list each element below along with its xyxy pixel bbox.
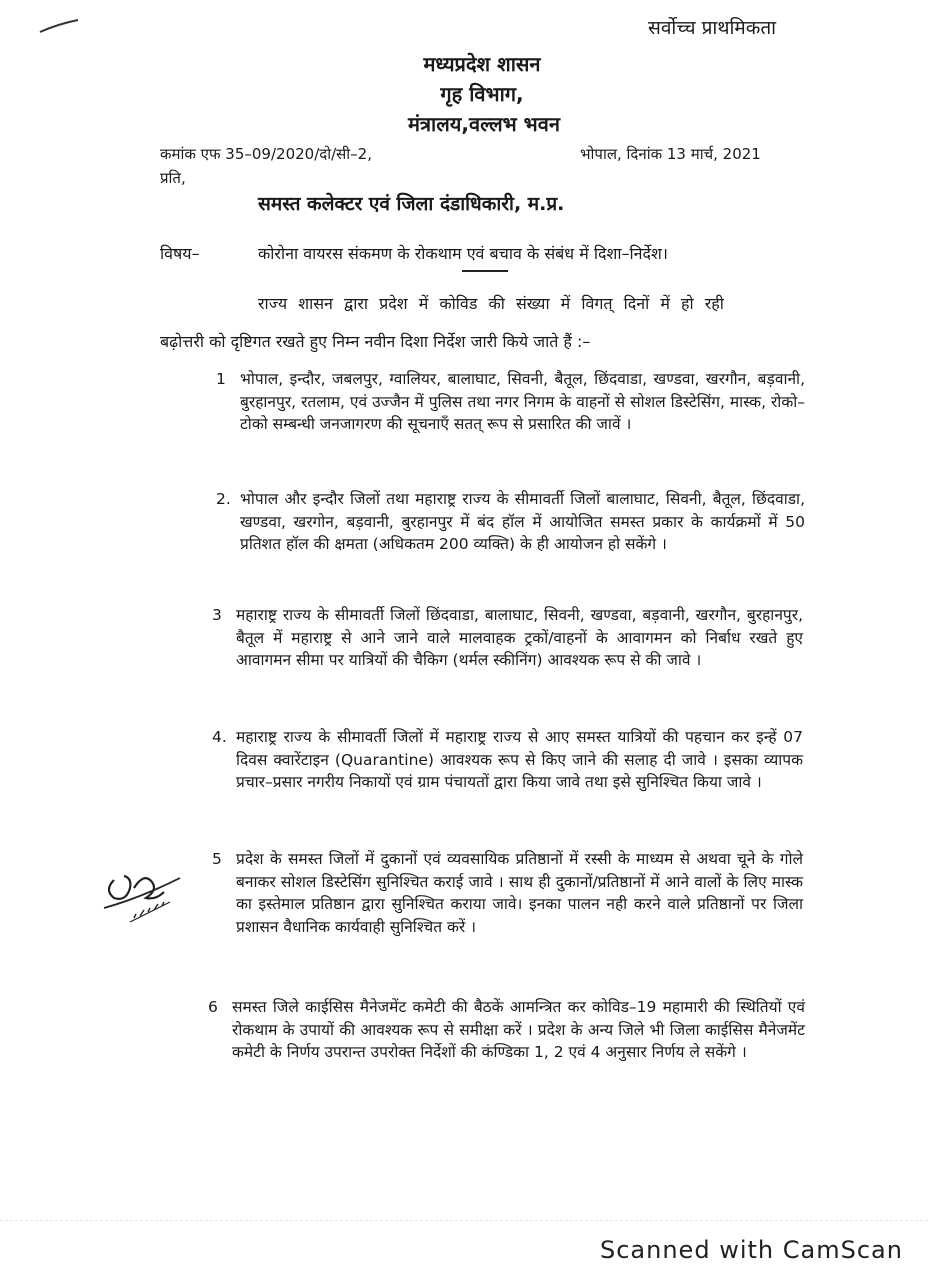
page-bottom-edge	[0, 1220, 928, 1221]
directive-text: भोपाल और इन्दौर जिलों तथा महाराष्ट्र राज्य के सीमावर्ती जिलों बालाघाट, सिवनी, बैतूल, छिंदवाडा, खण्डवा, खरगोन, बड़वानी, बुरहानपुर में बंद हॉल में आयोजित समस्त प्रकार के कार्यक्रमों में 50 प्रतिशत हॉल की क्षमता (अधिकतम 200 व्यक्ति) के ही आयोजन हो सकेंगे ।	[240, 490, 805, 553]
priority-label: सर्वोच्च प्राथमिकता	[648, 17, 777, 39]
directive-text: प्रदेश के समस्त जिलों में दुकानों एवं व्यवसायिक प्रतिष्ठानों में रस्सी के माध्यम से अथवा चूने के गोले बनाकर सोशल डिस्टेसिंग सुनिश्चित कराई जावे । साथ ही दुकानों/प्रतिष्ठानों में आने वालों के लिए मास्क का इस्तेमाल प्रतिष्ठान द्वारा सुनिश्चित कराया जावे। इनका पालन नही करने वाले प्रतिष्ठानों पर जिला प्रशासन वैधानिक कार्यवाही सुनिश्चित करें ।	[236, 850, 803, 936]
reference-number: कमांक एफ 35–09/2020/दो/सी–2,	[160, 145, 372, 163]
intro-line-2: बढ़ोत्तरी को दृष्टिगत रखते हुए निम्न नवीन दिशा निर्देश जारी किये जाते हैं :–	[160, 332, 591, 351]
recipient: समस्त कलेक्टर एवं जिला दंडाधिकारी, म.प्र.	[258, 193, 565, 215]
scanner-watermark: Scanned with CamScan	[600, 1236, 903, 1264]
handwritten-initials	[100, 858, 190, 928]
header-ministry: मंत्रालय,वल्लभ भवन	[408, 112, 560, 136]
directive-text: भोपाल, इन्दौर, जबलपुर, ग्वालियर, बालाघाट, सिवनी, बैतूल, छिंदवाडा, खण्डवा, खरगौन, बड़वानी, बुरहानपुर, रतलाम, एवं उज्जैन में पुलिस तथा नगर निगम के वाहनों से सोशल डिस्टेसिंग, मास्क, रोको–टोको सम्बन्धी जनजागरण की सूचनाऍं सतत् रूप से प्रसारित की जावें ।	[240, 370, 805, 433]
subject-divider	[462, 270, 508, 272]
header-department: गृह विभाग,	[440, 82, 524, 106]
directive-number: 5	[212, 850, 222, 868]
subject-text: कोरोना वायरस संकमण के रोकथाम एवं बचाव के संबंध में दिशा–निर्देश।	[258, 244, 668, 263]
pen-stroke-mark	[38, 18, 82, 38]
directive-text: महाराष्ट्र राज्य के सीमावर्ती जिलों छिंदवाडा, बालाघाट, सिवनी, खण्डवा, बड़वानी, खरगौन, बुरहानपुर, बैतूल में महाराष्ट्र से आने जाने वाले मालवाहक ट्रकों/वाहनों के आवागमन को निर्बाध रखते हुए आवागमन सीमा पर यात्रियों की चैकिग (थर्मल स्कीनिंग) आवश्यक रूप से की जावे ।	[236, 606, 803, 669]
directive-number: 6	[208, 998, 218, 1016]
directive-number: 2.	[216, 490, 231, 508]
subject-label: विषय–	[160, 244, 200, 263]
directive-text: समस्त जिले काईसिस मैनेजमेंट कमेटी की बैठकें आमन्त्रित कर कोविड–19 महामारी की स्थितियों एवं रोकथाम के उपायों की आवश्यक रूप से समीक्षा करें । प्रदेश के अन्य जिले भी जिला काईसिस मैनेजमेंट कमेटी के निर्णय उपरान्त उपरोक्त निर्देशों की कंण्डिका 1, 2 एवं 4 अनुसार निर्णय ले सकेंगे ।	[232, 998, 805, 1061]
intro-line-1: राज्य शासन द्वारा प्रदेश में कोविड की संख्या में विगत् दिनों में हो रही	[258, 294, 724, 313]
header-government: मध्यप्रदेश शासन	[423, 52, 541, 76]
to-label: प्रति,	[160, 169, 186, 187]
directive-text: महाराष्ट्र राज्य के सीमावर्ती जिलों में महाराष्ट्र राज्य से आए समस्त यात्रियों की पहचान कर इन्हें 07 दिवस क्वारेंटाइन (Quarantine) आवश्यक रूप से किए जाने की सलाह दी जावे । इसका व्यापक प्रचार–प्रसार नगरीय निकायों एवं ग्राम पंचायतों द्वारा किया जावे तथा इसे सुनिश्चित किया जावे ।	[236, 728, 803, 791]
directive-number: 3	[212, 606, 222, 624]
issue-date: भोपाल, दिनांक 13 मार्च, 2021	[580, 145, 761, 163]
directive-number: 1	[216, 370, 226, 388]
directive-number: 4.	[212, 728, 227, 746]
